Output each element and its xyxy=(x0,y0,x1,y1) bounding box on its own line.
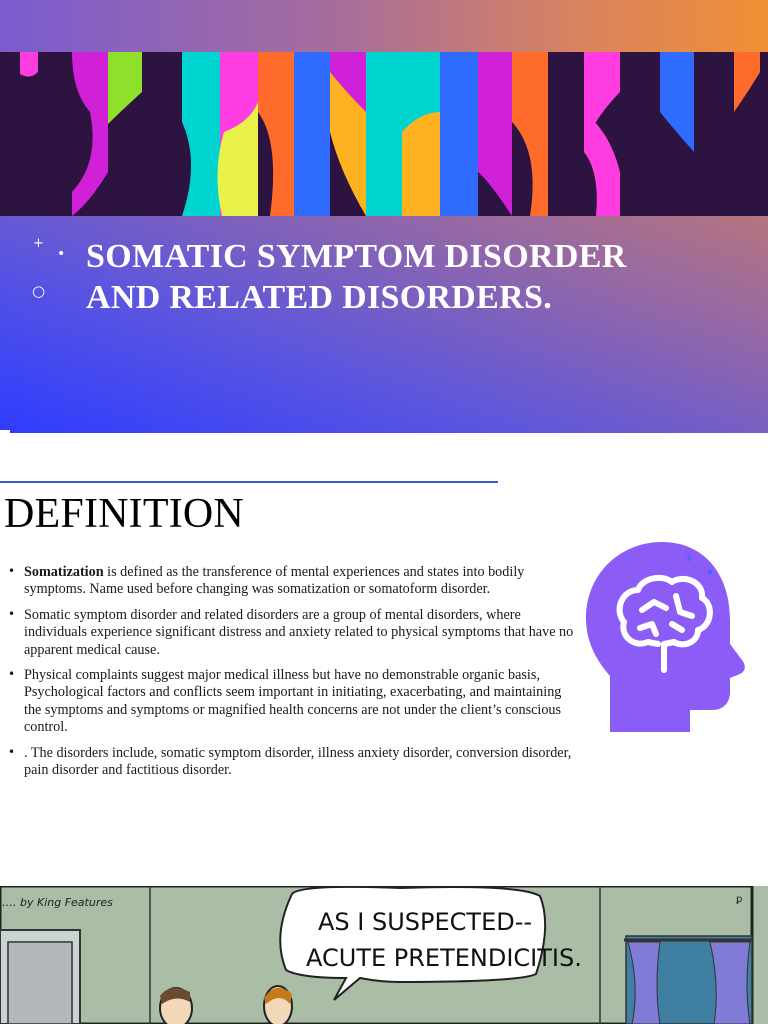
definition-bullet-list xyxy=(8,564,578,787)
bullet-text: Somatic symptom disorder and related disorders are a group of mental disorders, where individuals experience significant distress and anxiety related to physical symptoms that have no apparent medical cause. xyxy=(24,606,574,658)
bullet-mark: • xyxy=(8,744,16,759)
definition-slide xyxy=(0,440,768,860)
ring-decoration-icon: ○ xyxy=(32,282,46,300)
title-slide xyxy=(0,0,768,433)
ribbon-pattern-band xyxy=(0,52,768,216)
bullet-mark: • xyxy=(8,564,16,578)
speech-line-2: ACUTE PRETENDICITIS. xyxy=(306,944,582,972)
top-gradient-strip xyxy=(0,0,768,52)
slide-title-line-1: SOMATIC SYMPTOM DISORDER xyxy=(86,238,627,275)
definition-heading: DEFINITION xyxy=(4,491,244,537)
slide-title-line-2: AND RELATED DISORDERS. xyxy=(86,279,552,316)
speech-line-1: AS I SUSPECTED-- xyxy=(318,908,533,936)
slide-edge-mark xyxy=(0,430,10,433)
bullet-item xyxy=(8,607,578,659)
bullet-item xyxy=(8,745,578,780)
cartoon-credit: …. by King Features xyxy=(2,896,113,909)
brain-head-icon xyxy=(584,540,750,732)
bullet-mark: • xyxy=(8,667,16,682)
bullet-bold-term: Somatization xyxy=(24,564,104,580)
bullet-text: is defined as the transference of mental experiences and states into bodily symptoms. Name used before changing was somatization or somatoform disorder. xyxy=(24,564,525,598)
bullet-text: Physical complaints suggest major medical illness but have no demonstrable organic basis, Psychological factors and conflicts seem important in initiating, exacerbating, and maintaining the symptoms and symptoms or magnified health concerns are not under the client’s conscious control. xyxy=(24,667,562,736)
slide-title-block xyxy=(0,230,768,340)
bullet-decoration-icon: • xyxy=(57,246,66,262)
bullet-item xyxy=(8,667,578,737)
cartoon-slide xyxy=(0,886,768,1024)
heading-rule xyxy=(0,481,498,483)
svg-text:+: + xyxy=(684,551,695,565)
plus-decoration-icon: + xyxy=(33,236,44,251)
bullet-mark: • xyxy=(8,606,16,621)
bullet-text: . The disorders include, somatic symptom disorder, illness anxiety disorder, conversion disorder, pain disorder and factitious disorder. xyxy=(24,744,572,779)
cartoon-illustration xyxy=(0,886,768,1024)
svg-text:ꝑ: ꝑ xyxy=(736,894,743,905)
bullet-item xyxy=(8,564,578,599)
